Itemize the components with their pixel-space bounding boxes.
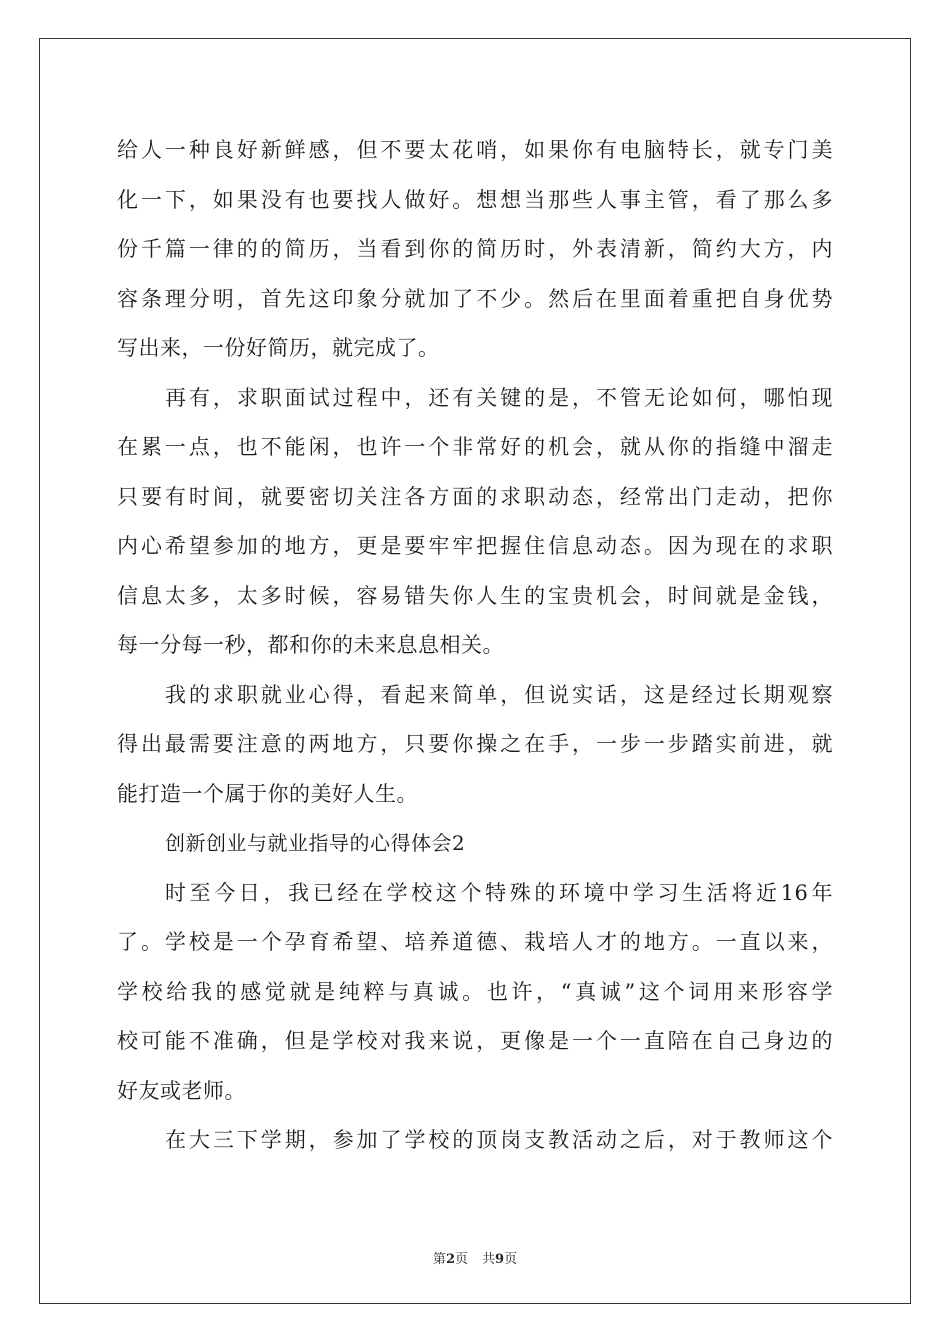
page-prefix: 第 bbox=[432, 1252, 446, 1267]
total-suffix: 页 bbox=[504, 1252, 518, 1267]
paragraph-line: 给人一种良好新鲜感，但不要太花哨，如果你有电脑特长，就专门美 bbox=[117, 138, 833, 162]
document-body bbox=[117, 126, 833, 1166]
paragraph-line: 时至今日，我已经在学校这个特殊的环境中学习生活将近16年 bbox=[165, 880, 833, 905]
paragraph-line: 校可能不准确，但是学校对我来说，更像是一个一直陪在自己身边的 bbox=[117, 1029, 833, 1053]
page-total: 9 bbox=[495, 1252, 505, 1267]
paragraph-line: 容条理分明，首先这印象分就加了不少。然后在里面着重把自身优势 bbox=[117, 286, 833, 311]
page-current: 2 bbox=[445, 1252, 455, 1267]
paragraph-line: 每一分每一秒，都和你的未来息息相关。 bbox=[117, 633, 504, 657]
paragraph-line: 我的求职就业心得，看起来简单，但说实话，这是经过长期观察 bbox=[165, 682, 833, 707]
paragraph-line: 写出来，一份好简历，就完成了。 bbox=[117, 336, 440, 360]
paragraph-line: 化一下，如果没有也要找人做好。想想当那些人事主管，看了那么多 bbox=[117, 187, 833, 212]
paragraph-line: 信息太多，太多时候，容易错失你人生的宝贵机会，时间就是金钱， bbox=[117, 583, 833, 608]
paragraph-line: 在累一点，也不能闲，也许一个非常好的机会，就从你的指缝中溜走 bbox=[117, 435, 833, 459]
paragraph-line: 只要有时间，就要密切关注各方面的求职动态，经常出门走动，把你 bbox=[117, 484, 833, 509]
paragraph-line: 能打造一个属于你的美好人生。 bbox=[117, 781, 418, 806]
total-prefix: 共 bbox=[482, 1252, 496, 1267]
paragraph-line: 再有，求职面试过程中，还有关键的是，不管无论如何，哪怕现 bbox=[165, 385, 833, 410]
paragraph-line: 内心希望参加的地方，更是要牢牢把握住信息动态。因为现在的求职 bbox=[117, 534, 833, 558]
paragraph-line: 份千篇一律的的简历，当看到你的简历时，外表清新，简约大方，内 bbox=[117, 237, 833, 261]
paragraph-line: 了。学校是一个孕育希望、培养道德、栽培人才的地方。一直以来， bbox=[117, 930, 833, 954]
page-suffix: 页 bbox=[454, 1252, 468, 1267]
page-footer bbox=[0, 1248, 950, 1267]
paragraph-line: 在大三下学期，参加了学校的顶岗支教活动之后，对于教师这个 bbox=[165, 1128, 833, 1152]
paragraph-line: 得出最需要注意的两地方，只要你操之在手，一步一步踏实前进，就 bbox=[117, 732, 833, 756]
paragraph-line: 好友或老师。 bbox=[117, 1078, 246, 1103]
paragraph-line: 学校给我的感觉就是纯粹与真诚。也许，“真诚”这个词用来形容学 bbox=[117, 979, 833, 1004]
section-heading: 创新创业与就业指导的心得体会2 bbox=[165, 831, 466, 855]
